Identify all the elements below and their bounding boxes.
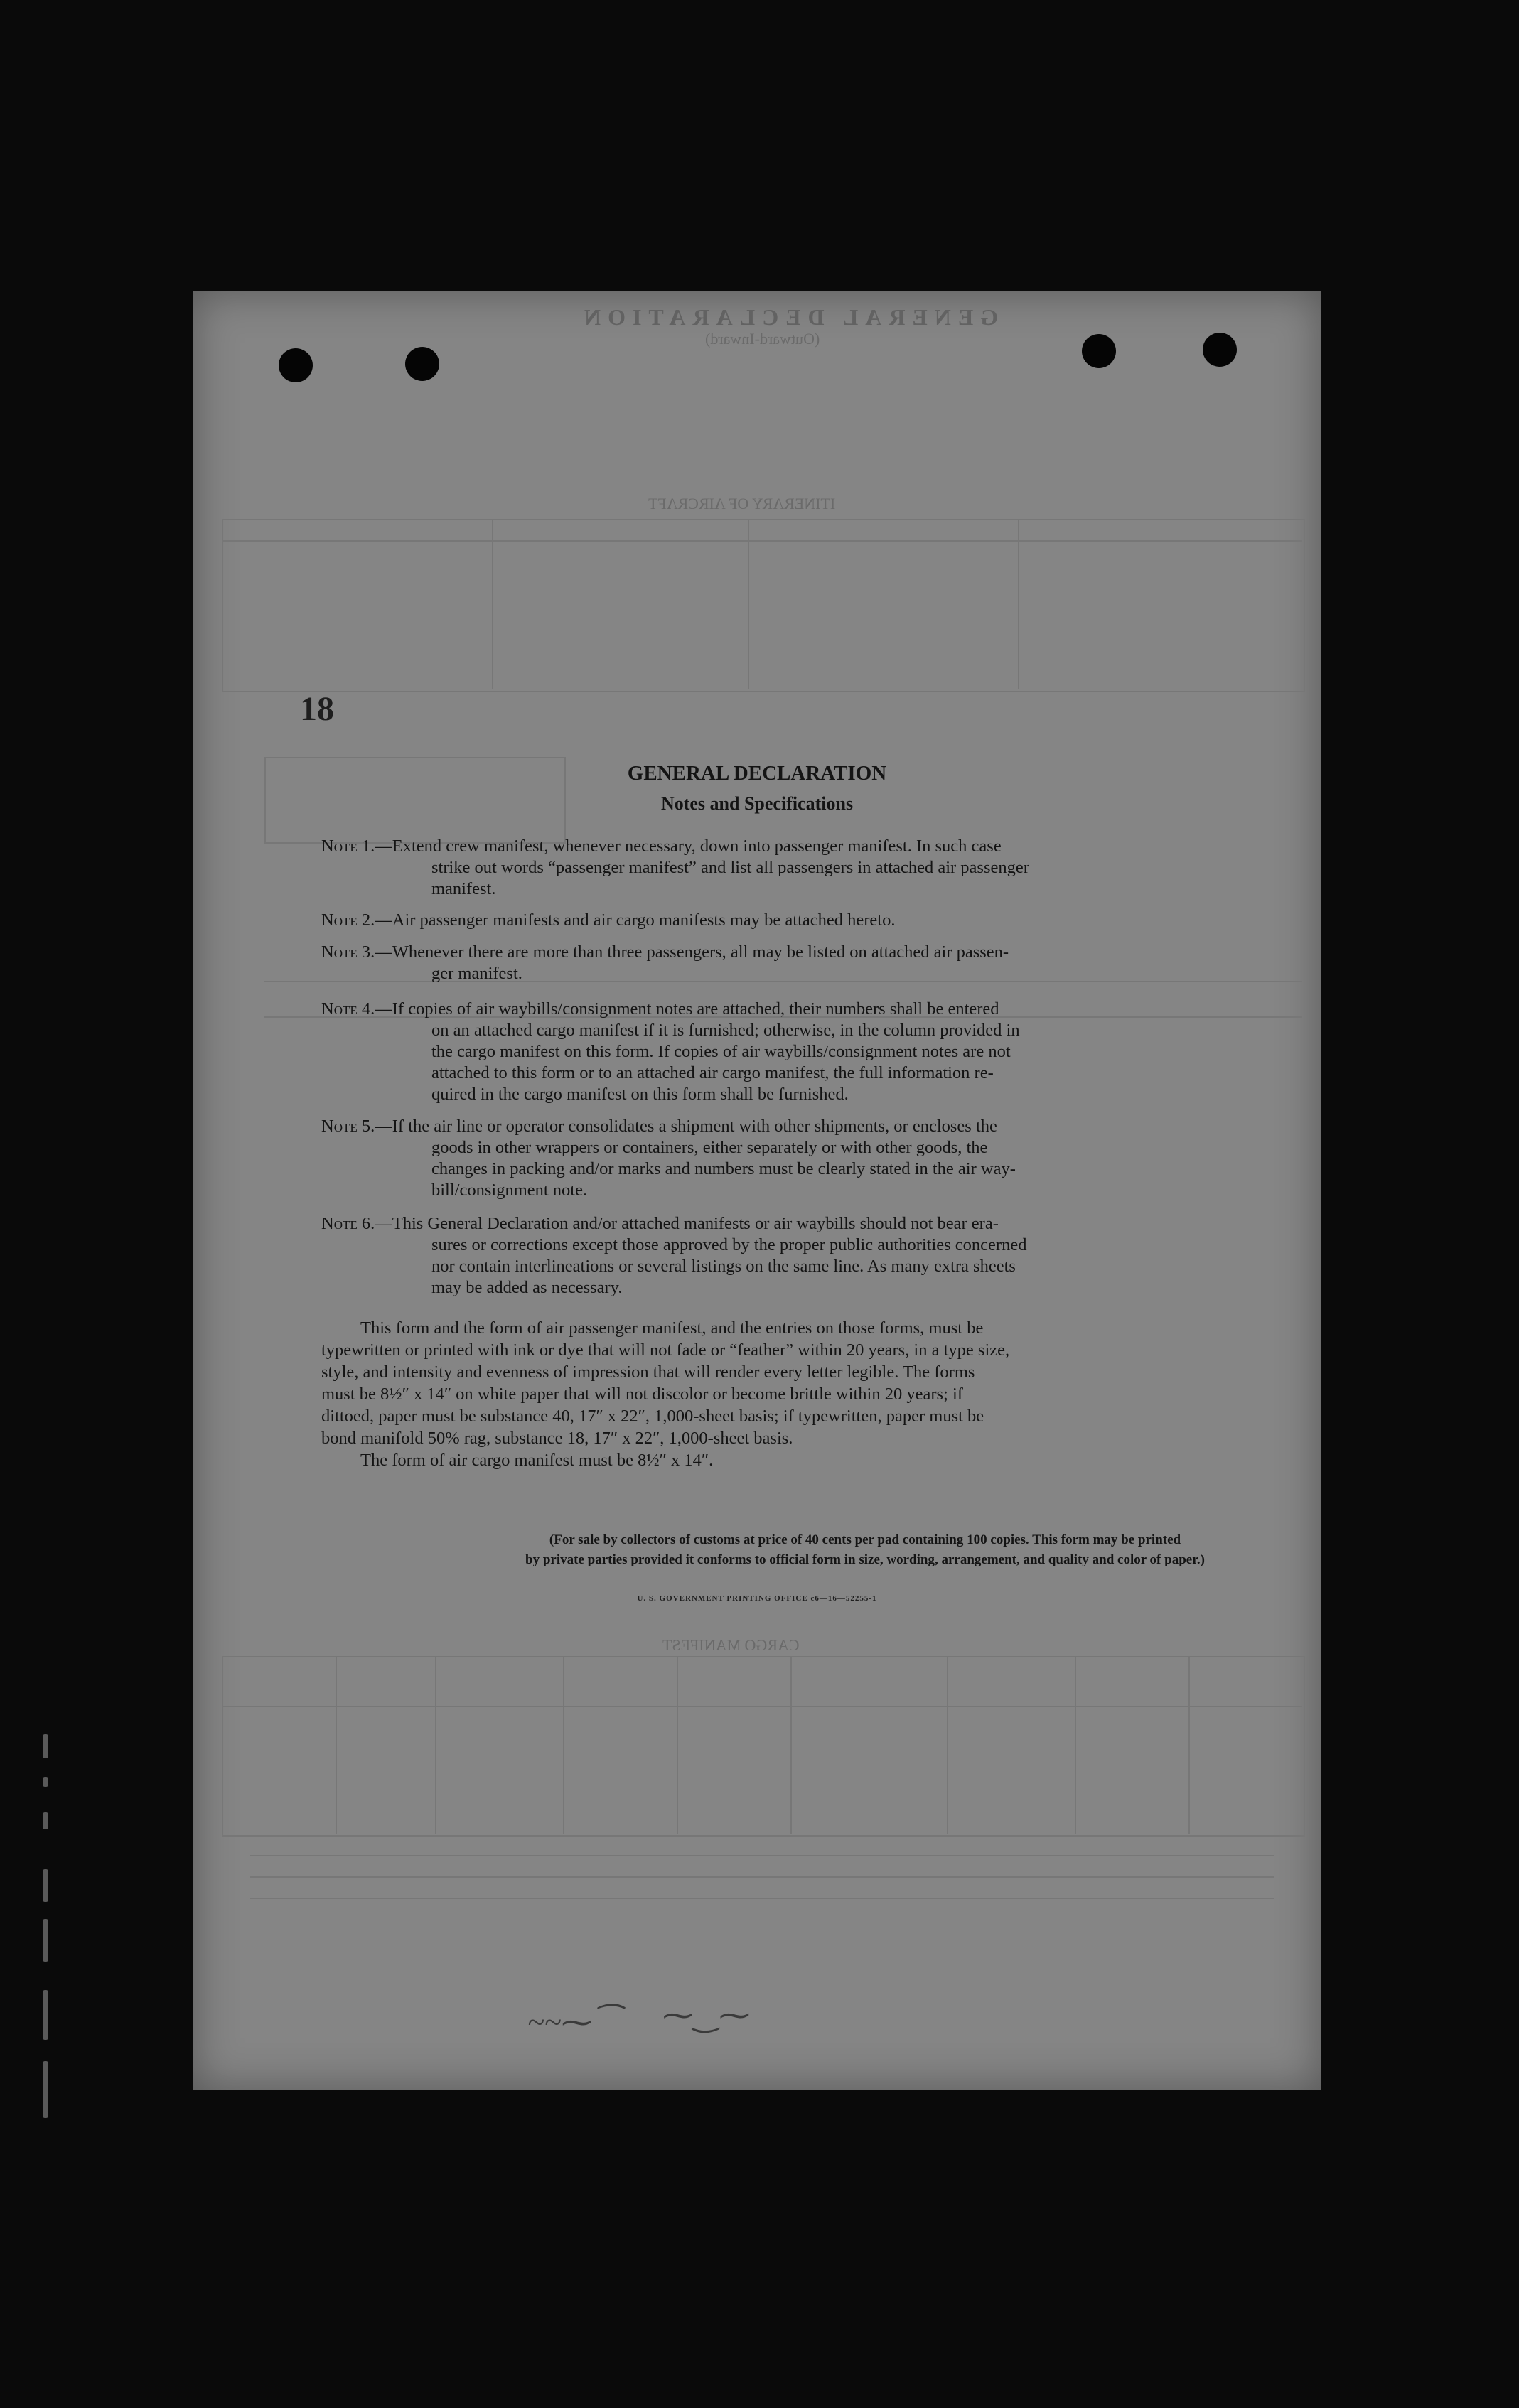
punch-hole [405,347,439,381]
note-5: Note 5.—If the air line or operator consolidates a shipment with other shipments, or encloses the goods in other wrappers or containers, either separately or with other goods, the changes in packing and/or marks and numbers must be clearly stated in the air way- bill/consignment note. [321,1117,1016,1200]
printing-office-imprint: U. S. GOVERNMENT PRINTING OFFICE c6—16—52255-1 [637,1594,877,1603]
signature-scrawl: ~~⁓⁀ [527,2005,618,2040]
stamp-18: 18 [300,690,334,728]
form-specification-paragraph: This form and the form of air passenger manifest, and the entries on those forms, must be typewritten or printed with ink or dye that will not fade or “feather” within 20 years, in a type size, style, and intensity and evenness of impression that will render every letter legible. The forms must be 8½″ x 14″ on white paper that will not discolor or become brittle within 20 years; if dittoed, paper must be substance 40, 17″ x 22″, 1,000-sheet basis; if typewritten, paper must be bond manifold 50% rag, substance 18, 17″ x 22″, 1,000-sheet basis. The form of air cargo manifest must be 8½″ x 14″. [321,1318,1010,1470]
page-subtitle: Notes and Specifications [660,793,854,814]
punch-hole [279,348,313,382]
bleedthrough-itinerary: ITINERARY OF AIRCRAFT [648,495,836,512]
note-2: Note 2.—Air passenger manifests and air cargo manifests may be attached hereto. [321,910,896,930]
bleedthrough-subtitle: (Outward-Inward) [705,330,820,348]
punch-hole [1203,333,1237,367]
sale-notice: (For sale by collectors of customs at price of 40 cents per pad containing 100 copies. This form may be printed by private parties provided it conforms to official form in size, wording, arrangement, and quality and color of paper.) [525,1532,1205,1567]
document-page [193,291,1321,2090]
note-3: Note 3.—Whenever there are more than three passengers, all may be listed on attached air passen- ger manifest. [321,942,1009,983]
note-4: Note 4.—If copies of air waybills/consignment notes are attached, their numbers shall be entered on an attached cargo manifest if it is furnished; otherwise, in the column provided in the cargo manifest on this form. If copies of air waybills/consignment notes are not attached to this form or to an attached air cargo manifest, the full information re- quired in the cargo manifest on this form shall be furnished. [321,999,1020,1104]
punch-hole [1082,334,1116,368]
page-title: GENERAL DECLARATION [627,762,887,785]
signature-scrawl: ⁓‿⁓ [662,1998,751,2033]
bleedthrough-cargo: CARGO MANIFEST [662,1636,800,1654]
bleedthrough-cargo-table [222,1656,1305,1837]
bleedthrough-itinerary-table [222,519,1305,692]
scan-edge-marks [43,1706,64,2132]
bleedthrough-title: GENERAL DECLARATION [577,304,999,330]
note-6: Note 6.—This General Declaration and/or attached manifests or air waybills should not bear era- sures or corrections except those approved by the proper public authorities concerned nor contain interlineations or several listings on the same line. As many extra sheets may be added as necessary. [321,1214,1027,1297]
note-1: Note 1.—Extend crew manifest, whenever necessary, down into passenger manifest. In such case strike out words “passenger manifest” and list all passengers in attached air passenger manifest. [321,837,1029,898]
